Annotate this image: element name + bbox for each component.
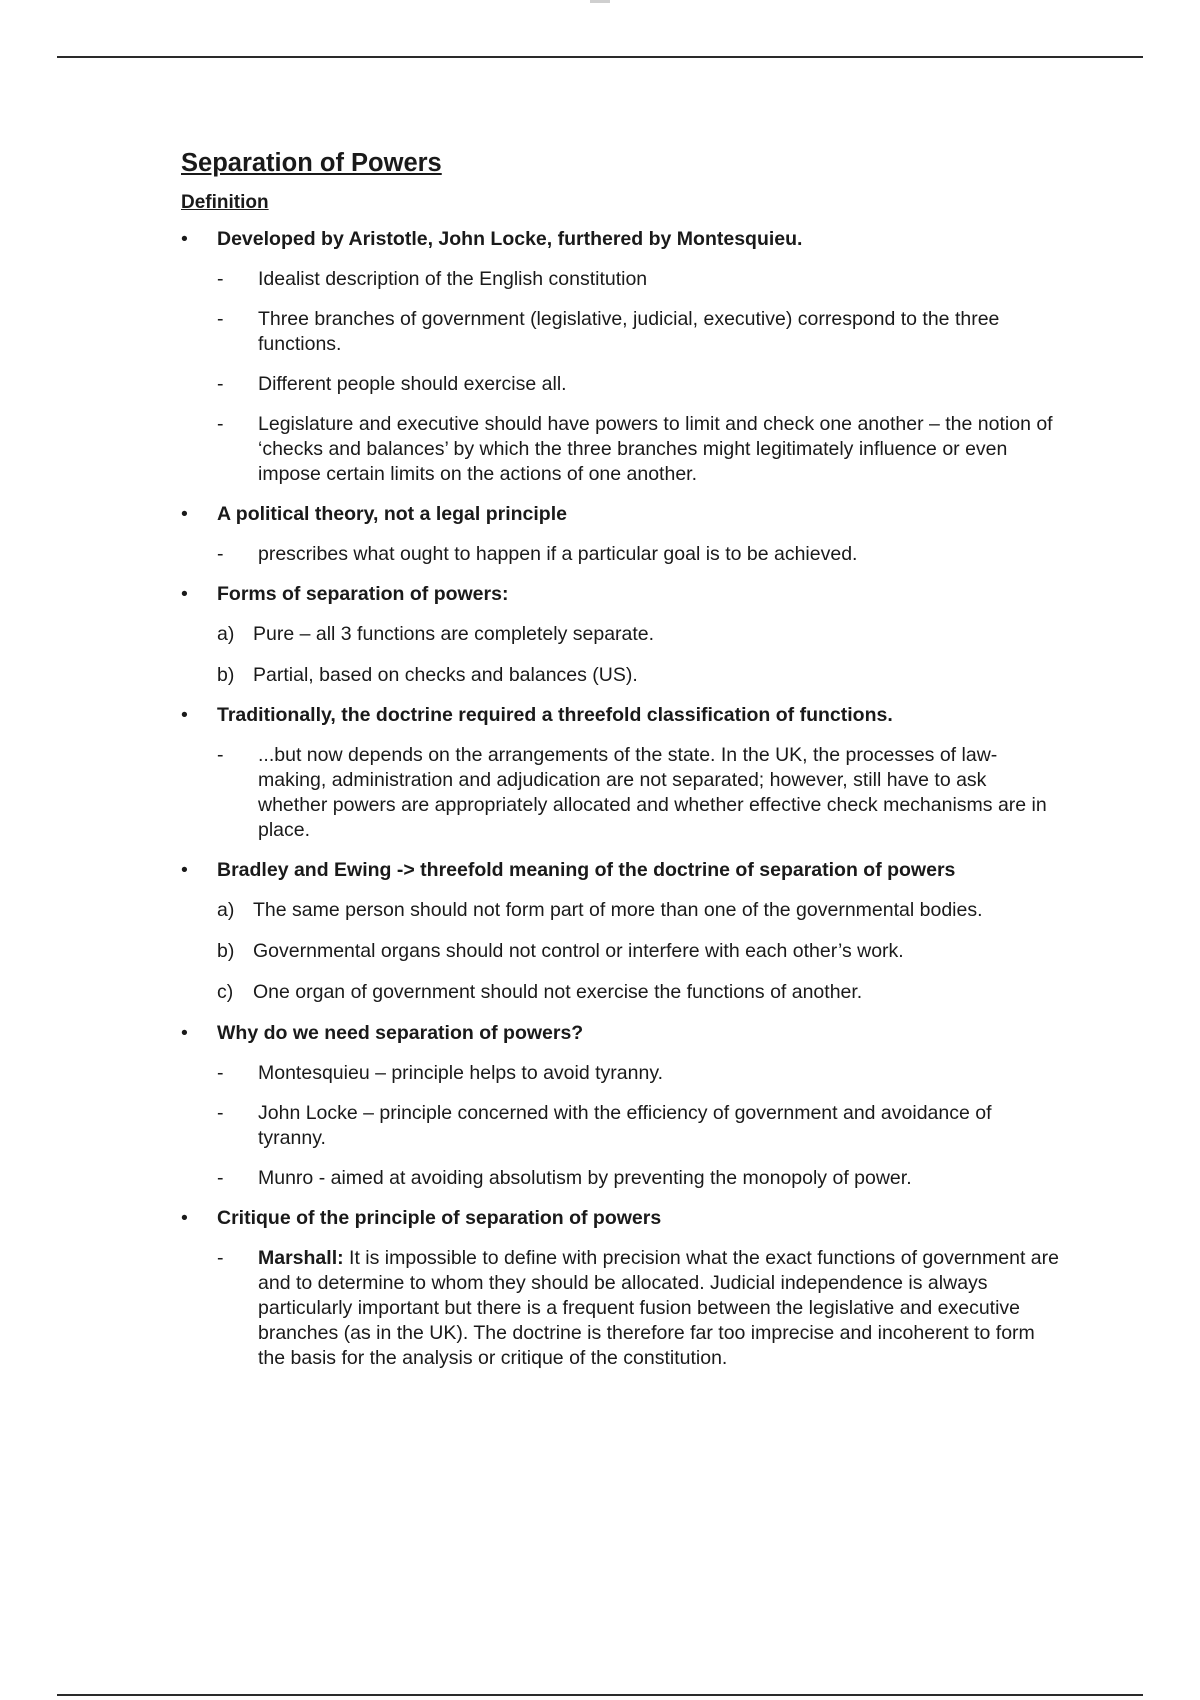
dash-icon: - — [217, 1167, 224, 1190]
list-marker: b) — [217, 940, 235, 963]
critique-text: It is impossible to define with precision what the exact functions of government are and to determine to whom they should be allocated. Judicial independence is always particularly important but there is a frequent fusion between the legislative and executive branches (as in the UK). The doctrine is therefore far too imprecise and incoherent to form the basis for the analysis or critique of the constitution. — [258, 1247, 1059, 1370]
section-heading — [181, 502, 1061, 527]
list-item-text: Legislature and executive should have powers to limit and check one another – the notion of ‘checks and balances’ by which the three branches might legitimately influence or even impose certain limits on the actions of one another. — [258, 413, 1053, 486]
list-item-text: Montesquieu – principle helps to avoid tyranny. — [258, 1062, 664, 1085]
section-threefold-classification — [181, 703, 1061, 843]
section-heading-text: Bradley and Ewing -> threefold meaning of the doctrine of separation of powers — [217, 859, 956, 882]
list-item-text: Partial, based on checks and balances (US). — [253, 664, 638, 687]
section-heading-text: Critique of the principle of separation of powers — [217, 1207, 662, 1230]
dash-icon: - — [217, 744, 224, 767]
footer-rule — [57, 1694, 1143, 1696]
list-item — [181, 621, 1061, 648]
section-origins — [181, 227, 1061, 487]
section-heading-text: Why do we need separation of powers? — [217, 1022, 584, 1045]
bullet-icon: • — [181, 1207, 188, 1230]
list-item — [181, 1246, 1061, 1371]
list-item — [181, 1061, 1061, 1086]
dash-icon: - — [217, 268, 224, 291]
list-item-text: One organ of government should not exercise the functions of another. — [253, 981, 863, 1004]
bullet-icon: • — [181, 859, 188, 882]
list-item — [181, 897, 1061, 924]
list-item-text: ...but now depends on the arrangements of the state. In the UK, the processes of law-making, administration and adjudication are not separated; however, still have to ask whether powers are appropriately allocated and whether effective check mechanisms are in place. — [258, 744, 1047, 842]
list-marker: a) — [217, 899, 235, 922]
list-marker: b) — [217, 664, 235, 687]
dash-icon: - — [217, 543, 224, 566]
section-forms — [181, 582, 1061, 689]
dash-icon: - — [217, 308, 224, 331]
section-heading — [181, 1206, 1061, 1231]
list-item-text: Three branches of government (legislative, judicial, executive) correspond to the three functions. — [258, 308, 1000, 356]
list-item — [181, 1166, 1061, 1191]
list-item-text: prescribes what ought to happen if a particular goal is to be achieved. — [258, 543, 858, 566]
section-bradley-ewing — [181, 858, 1061, 1006]
section-heading — [181, 582, 1061, 607]
section-heading — [181, 858, 1061, 883]
list-item — [181, 979, 1061, 1006]
section-heading — [181, 1021, 1061, 1046]
definition-heading: Definition — [181, 191, 269, 213]
section-heading — [181, 703, 1061, 728]
list-item-text: Munro - aimed at avoiding absolutism by preventing the monopoly of power. — [258, 1167, 912, 1190]
list-item-text: Governmental organs should not control or interfere with each other’s work. — [253, 940, 904, 963]
list-item — [181, 938, 1061, 965]
list-item — [181, 542, 1061, 567]
dash-icon: - — [217, 413, 224, 436]
dash-icon: - — [217, 373, 224, 396]
list-item — [181, 1101, 1061, 1151]
dash-icon: - — [217, 1102, 224, 1125]
section-heading — [181, 227, 1061, 252]
section-heading-text: Traditionally, the doctrine required a threefold classification of functions. — [217, 704, 893, 727]
bullet-icon: • — [181, 1022, 188, 1045]
section-why-needed — [181, 1021, 1061, 1191]
list-item — [181, 662, 1061, 689]
list-item-text: The same person should not form part of more than one of the governmental bodies. — [253, 899, 983, 922]
critic-name: Marshall: — [258, 1247, 344, 1270]
list-item-text: Different people should exercise all. — [258, 373, 567, 396]
list-item-text: Idealist description of the English constitution — [258, 268, 648, 291]
list-item — [181, 372, 1061, 397]
list-marker: a) — [217, 623, 235, 646]
page-top-mark — [590, 0, 610, 3]
list-marker: c) — [217, 981, 234, 1004]
bullet-icon: • — [181, 228, 188, 251]
bullet-icon: • — [181, 503, 188, 526]
list-item — [181, 267, 1061, 292]
list-item — [181, 743, 1061, 843]
dash-icon: - — [217, 1062, 224, 1085]
dash-icon: - — [217, 1247, 224, 1270]
bullet-icon: • — [181, 704, 188, 727]
document-body — [181, 148, 1061, 1371]
section-heading-text: Forms of separation of powers: — [217, 583, 509, 606]
page-title: Separation of Powers — [181, 149, 442, 177]
list-item — [181, 307, 1061, 357]
list-item — [181, 412, 1061, 487]
section-political-theory — [181, 502, 1061, 567]
bullet-icon: • — [181, 583, 188, 606]
list-item-text: Pure – all 3 functions are completely separate. — [253, 623, 655, 646]
section-critique — [181, 1206, 1061, 1371]
list-item-text: John Locke – principle concerned with the efficiency of government and avoidance of tyranny. — [258, 1102, 992, 1150]
header-rule — [57, 56, 1143, 58]
section-heading-text: A political theory, not a legal principle — [217, 503, 567, 526]
section-heading-text: Developed by Aristotle, John Locke, furthered by Montesquieu. — [217, 228, 803, 251]
